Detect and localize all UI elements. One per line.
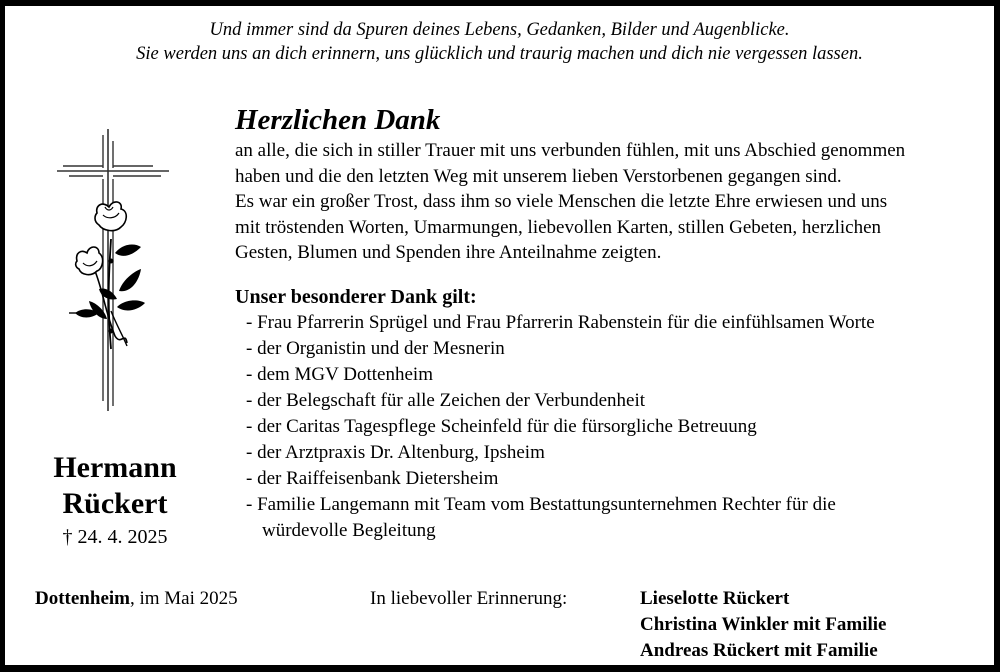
special-thanks-heading: Unser besonderer Dank gilt: [235, 285, 477, 308]
list-item: - Familie Langemann mit Team vom Bestattungsunternehmen Rechter für die [246, 493, 836, 515]
motto [5, 18, 994, 66]
cross-with-rose-icon [45, 121, 175, 421]
list-item: - der Belegschaft für alle Zeichen der Verbundenheit [246, 389, 645, 411]
list-item: - der Caritas Tagespflege Scheinfeld für die fürsorgliche Betreuung [246, 415, 757, 437]
paragraph-line: mit tröstenden Worten, Umarmungen, liebevollen Karten, stillen Gebeten, herzlichen [235, 216, 882, 238]
deceased-first-name: Hermann [53, 451, 177, 484]
list-item: - der Organistin und der Mesnerin [246, 337, 505, 359]
paragraph-line: an alle, die sich in stiller Trauer mit uns verbunden fühlen, mit uns Abschied genommen [235, 140, 906, 161]
death-date: † 24. 4. 2025 [62, 526, 168, 548]
list-item: - der Arztpraxis Dr. Altenburg, Ipsheim [246, 441, 545, 463]
signer: Lieselotte Rückert [640, 588, 790, 609]
deceased-info [25, 450, 205, 550]
place-date [35, 586, 238, 612]
date-text: , im Mai 2025 [129, 588, 238, 609]
thanks-heading: Herzlichen Dank [235, 104, 441, 136]
place-name: Dottenheim [35, 588, 130, 609]
memory-label: In liebevoller Erinnerung: [370, 588, 568, 609]
thanks-section [235, 102, 985, 544]
list-item: - dem MGV Dottenheim [246, 363, 433, 385]
special-thanks-list [235, 310, 985, 544]
motto-line: Sie werden uns an dich erinnern, uns glücklich und traurig machen und dich nie vergessen lassen. [136, 44, 863, 64]
signer: Andreas Rückert mit Familie [640, 640, 878, 661]
paragraph-line: Es war ein großer Trost, dass ihm so viele Menschen die letzte Ehre erwiesen und uns [235, 191, 888, 212]
list-item: - der Raiffeisenbank Dietersheim [246, 467, 499, 489]
signers-list [640, 586, 886, 664]
paragraph-line: Gesten, Blumen und Spenden ihre Anteilnahme zeigten. [235, 242, 662, 263]
thanks-paragraph [235, 138, 985, 266]
list-item: - Frau Pfarrerin Sprügel und Frau Pfarrerin Rabenstein für die einfühlsamen Worte [246, 311, 875, 333]
motto-line: Und immer sind da Spuren deines Lebens, Gedanken, Bilder und Augenblicke. [209, 20, 790, 40]
signer: Christina Winkler mit Familie [640, 614, 887, 635]
obituary-card [5, 6, 994, 665]
deceased-last-name: Rückert [62, 487, 168, 520]
paragraph-line: haben und die den letzten Weg mit unserem lieben Verstorbenen gegangen sind. [235, 165, 842, 187]
list-item-continuation: würdevolle Begleitung [262, 519, 436, 541]
